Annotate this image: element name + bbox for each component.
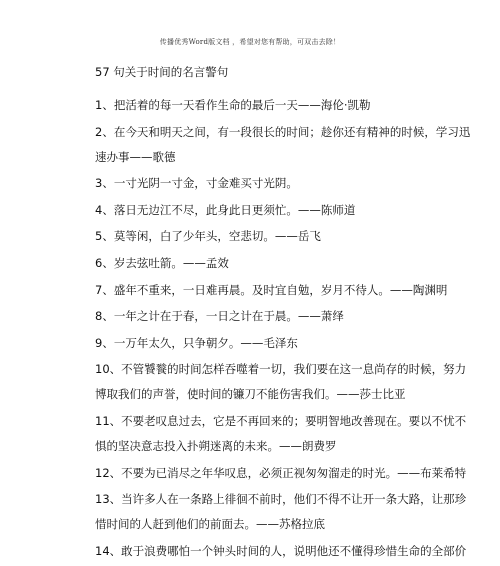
- quote-item: [95, 539, 467, 564]
- page-header-note: 传播优秀Word版文档 ，希望对您有帮助，可双击去除！: [159, 38, 341, 46]
- quote-item: [95, 461, 467, 486]
- quote-item: [95, 409, 467, 459]
- quote-item: [95, 251, 440, 276]
- quote-item: [95, 93, 440, 118]
- quote-item: [95, 278, 448, 303]
- quote-line: 5、莫等闲，白了少年头，空悲切。——岳飞: [95, 229, 321, 244]
- quote-line: 13、当许多人在一条路上徘徊不前时，他们不得不让开一条大路，让那珍: [95, 492, 467, 507]
- quote-line: 1、把活着的每一天看作生命的最后一天——海伦·凯勒: [95, 98, 371, 112]
- quote-line: 10、不管饕餮的时间怎样吞噬着一切，我们要在这一息尚存的时候，努力: [95, 362, 467, 377]
- quote-item: [95, 331, 440, 356]
- quote-item: [95, 487, 467, 537]
- quote-line: 惧的坚决意志投入扑朔迷离的未来。——朗费罗: [95, 438, 337, 453]
- quote-line: 7、盛年不重来，一日难再晨。及时宜自勉，岁月不待人。——陶渊明: [95, 282, 448, 297]
- quote-line: 博取我们的声誉，使时间的镰刀不能伤害我们。——莎士比亚: [95, 387, 406, 402]
- quote-line: 9、一万年太久，只争朝夕。——毛泽东: [95, 335, 298, 350]
- quote-line: 4、落日无边江不尽，此身此日更须忙。——陈师道: [95, 202, 356, 217]
- quote-line: 14、敢于浪费哪怕一个钟头时间的人，说明他还不懂得珍惜生命的全部价: [95, 543, 467, 558]
- quote-line: 12、不要为已消尽之年华叹息，必须正视匆匆溜走的时光。——布莱希特: [95, 465, 467, 480]
- quote-line: 11、不要老叹息过去，它是不再回来的；要明智地改善现在。要以不忧不: [95, 413, 467, 428]
- quote-item: [95, 198, 440, 223]
- quote-item: [95, 171, 440, 196]
- quote-list: [95, 93, 471, 565]
- quote-line: 3、一寸光阴一寸金，寸金难买寸光阴。: [95, 176, 298, 191]
- quote-item: [95, 120, 471, 170]
- quote-item: [95, 304, 440, 329]
- quote-item: [95, 224, 440, 249]
- quote-item: [95, 357, 467, 407]
- quote-line: 惜时间的人赶到他们的前面去。——苏格拉底: [95, 517, 325, 532]
- document-title: 57 句关于时间的名言警句: [95, 65, 229, 79]
- quote-line: 8、一年之计在于春，一日之计在于晨。——萧绎: [95, 309, 344, 324]
- quote-line: 速办事——歌德: [95, 149, 176, 164]
- quote-line: 6、岁去弦吐箭。——孟效: [95, 255, 229, 270]
- quote-line: 2、在今天和明天之间，有一段很长的时间；趁你还有精神的时候，学习迅: [95, 124, 471, 139]
